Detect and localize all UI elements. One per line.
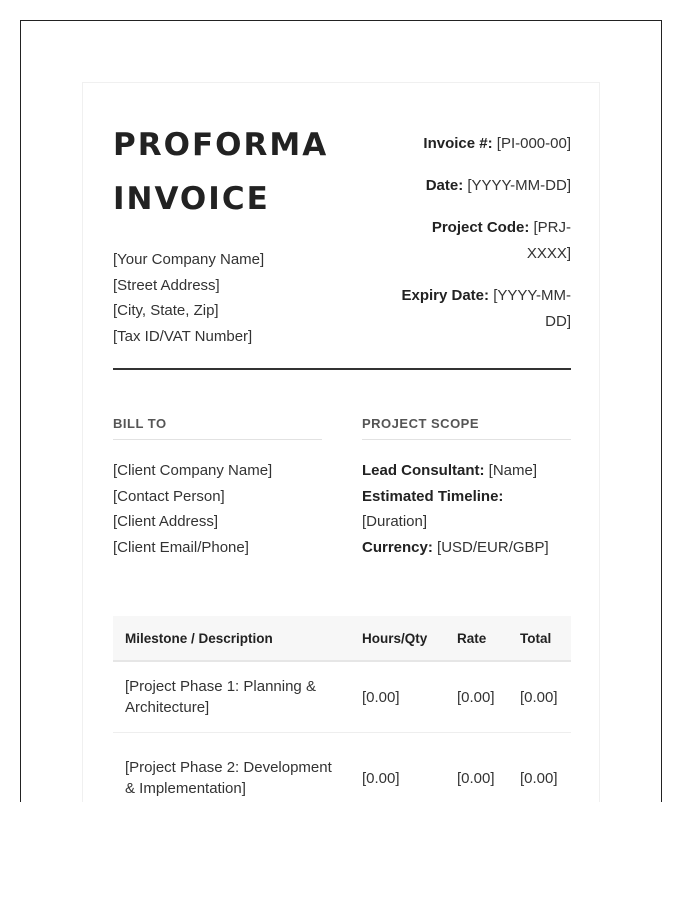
company-address bbox=[113, 247, 343, 349]
row-rate: [0.00] bbox=[457, 733, 520, 802]
table-body bbox=[113, 661, 571, 802]
client-address: [Client Address] bbox=[113, 513, 219, 531]
company-street: [Street Address] bbox=[113, 276, 220, 294]
invoice-date-value: [YYYY-MM-DD] bbox=[467, 177, 571, 194]
invoice-date-label: Date: bbox=[425, 177, 464, 194]
row-description: [Project Phase 2: Development & Implementation] bbox=[113, 733, 362, 802]
title-line-1: PROFORMA bbox=[113, 127, 329, 163]
invoice-number-value: [PI-000-00] bbox=[496, 135, 571, 152]
bill-to-section bbox=[113, 416, 322, 560]
expiry-date-label: Expiry Date: bbox=[401, 287, 490, 304]
row-total: [0.00] bbox=[520, 661, 571, 733]
invoice-header bbox=[113, 113, 571, 370]
project-code-row bbox=[391, 215, 571, 267]
title-line-2: INVOICE bbox=[113, 181, 270, 217]
lead-consultant-value: [Name] bbox=[488, 462, 538, 479]
row-hours: [0.00] bbox=[362, 661, 457, 733]
bill-to-details bbox=[113, 458, 322, 560]
header-description: Milestone / Description bbox=[113, 616, 362, 661]
client-company: [Client Company Name] bbox=[113, 462, 273, 479]
project-scope-section bbox=[362, 416, 571, 560]
client-email: [Client Email/Phone] bbox=[113, 538, 249, 556]
line-items-table bbox=[113, 616, 571, 802]
invoice-page bbox=[82, 82, 600, 802]
project-scope-details bbox=[362, 458, 571, 560]
lead-consultant-row bbox=[362, 458, 571, 484]
row-hours: [0.00] bbox=[362, 733, 457, 802]
row-description: [Project Phase 1: Planning & Architecture] bbox=[113, 661, 362, 733]
company-city: [City, State, Zip] bbox=[113, 302, 219, 320]
table-row bbox=[113, 733, 571, 802]
currency-label: Currency: bbox=[362, 538, 433, 556]
header-left bbox=[113, 113, 343, 368]
client-contact: [Contact Person] bbox=[113, 487, 225, 505]
invoice-meta bbox=[391, 113, 571, 368]
invoice-number-row bbox=[391, 131, 571, 157]
currency-row bbox=[362, 535, 571, 561]
document-viewport bbox=[20, 20, 662, 802]
project-code-value: [PRJ-XXXX] bbox=[526, 219, 571, 262]
project-scope-heading: PROJECT SCOPE bbox=[362, 416, 571, 440]
table-row bbox=[113, 661, 571, 733]
company-name: [Your Company Name] bbox=[113, 251, 265, 268]
invoice-date-row bbox=[391, 173, 571, 199]
header-hours: Hours/Qty bbox=[362, 616, 457, 661]
timeline-label: Estimated Timeline: bbox=[362, 487, 504, 505]
timeline-value: [Duration] bbox=[362, 513, 428, 531]
invoice-number-label: Invoice #: bbox=[423, 135, 493, 152]
invoice-content bbox=[113, 113, 571, 802]
header-total: Total bbox=[520, 616, 571, 661]
project-code-label: Project Code: bbox=[431, 219, 530, 236]
header-rate: Rate bbox=[457, 616, 520, 661]
expiry-date-value: [YYYY-MM-DD] bbox=[493, 287, 571, 330]
company-tax-id: [Tax ID/VAT Number] bbox=[113, 327, 253, 345]
timeline-row bbox=[362, 484, 571, 535]
currency-value: [USD/EUR/GBP] bbox=[437, 538, 549, 556]
table-header-row bbox=[113, 616, 571, 661]
row-rate: [0.00] bbox=[457, 661, 520, 733]
row-total: [0.00] bbox=[520, 733, 571, 802]
table-header bbox=[113, 616, 571, 661]
info-section bbox=[113, 416, 571, 560]
bill-to-heading: BILL TO bbox=[113, 416, 322, 440]
document-title bbox=[113, 113, 343, 226]
lead-consultant-label: Lead Consultant: bbox=[362, 462, 485, 479]
expiry-date-row bbox=[391, 283, 571, 335]
